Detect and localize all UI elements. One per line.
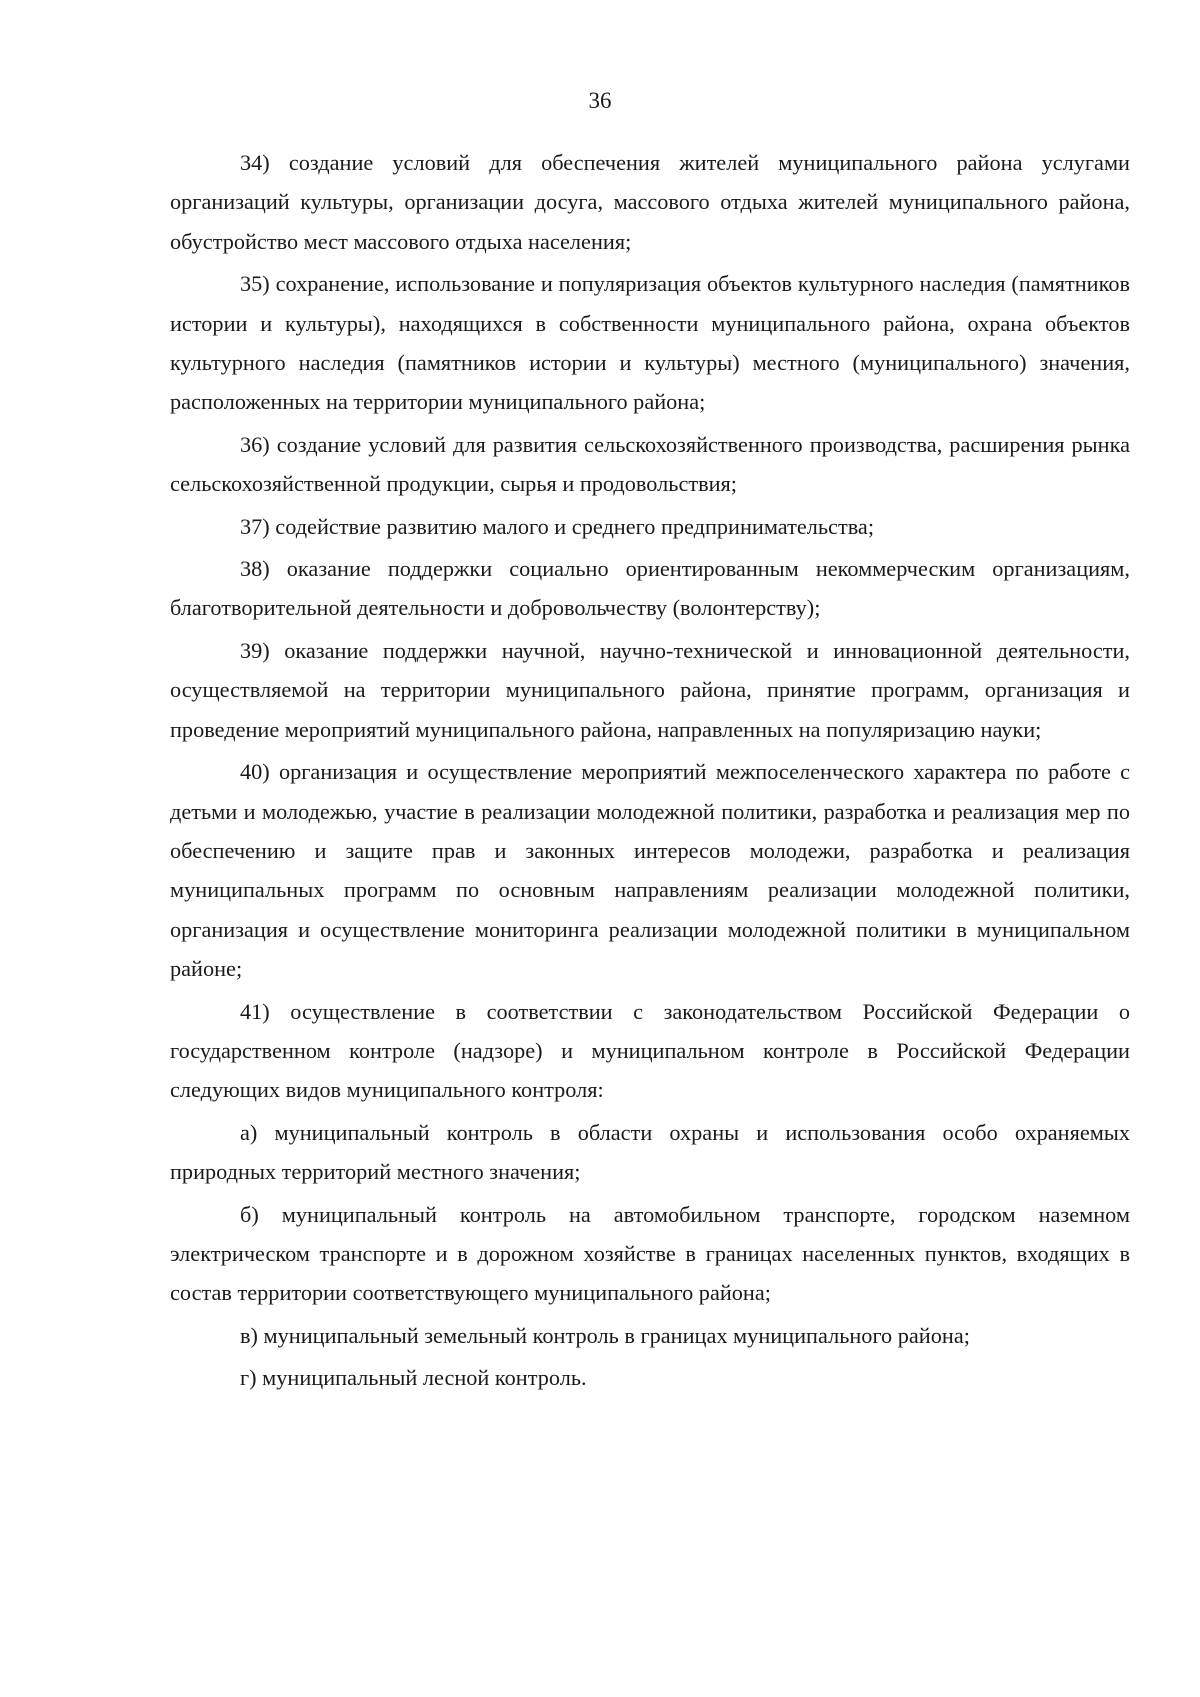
subitem-g: г) муниципальный лесной контроль.	[240, 1365, 587, 1391]
subitem-v: в) муниципальный земельный контроль в границах муниципального района;	[240, 1322, 970, 1348]
paragraph-item-35: 35) сохранение, использование и популяризация объектов культурного наследия (памятников истории и культуры), находящихся в собственности муниципального района, охрана объектов культурного наследия (памятников истории и культуры) местного (муниципального) значения, расположенных на территории муниципального района;	[170, 271, 1130, 415]
paragraph-item-41: 41) осуществление в соответствии с законодательством Российской Федерации о государственном контроле (надзоре) и муниципальном контроле в Российской Федерации следующих видов муниципального контроля:	[170, 998, 1130, 1103]
paragraph-item-38: 38) оказание поддержки социально ориентированным некоммерческим организациям, благотворительной деятельности и добровольчеству (волонтерству);	[170, 556, 1130, 621]
page-number: 36	[588, 88, 612, 113]
paragraph-item-34: 34) создание условий для обеспечения жителей муниципального района услугами организаций культуры, организации досуга, массового отдыха жителей муниципального района, обустройство мест массового отдыха населения;	[170, 150, 1130, 254]
paragraph-item-36: 36) создание условий для развития сельскохозяйственного производства, расширения рынка сельскохозяйственной продукции, сырья и продовольствия;	[170, 431, 1130, 497]
paragraph-item-37: 37) содействие развитию малого и среднего предпринимательства;	[240, 513, 875, 539]
subitem-b: б) муниципальный контроль на автомобильном транспорте, городском наземном электрическом транспорте и в дорожном хозяйстве в границах населенных пунктов, входящих в состав территории соответствующего муниципального района;	[170, 1201, 1130, 1306]
subitem-a: а) муниципальный контроль в области охраны и использования особо охраняемых природных территорий местного значения;	[170, 1119, 1130, 1185]
paragraph-item-39: 39) оказание поддержки научной, научно-технической и инновационной деятельности, осуществляемой на территории муниципального района, принятие программ, организация и проведение мероприятий муниципального района, направленных на популяризацию науки;	[170, 637, 1130, 742]
document-body	[170, 143, 1130, 1401]
paragraph-item-40: 40) организация и осуществление мероприятий межпоселенческого характера по работе с детьми и молодежью, участие в реализации молодежной политики, разработка и реализация мер по обеспечению и защите прав и законных интересов молодежи, разработка и реализация муниципальных программ по основным направлениям реализации молодежной политики, организация и осуществление мониторинга реализации молодежной политики в муниципальном районе;	[170, 759, 1130, 982]
